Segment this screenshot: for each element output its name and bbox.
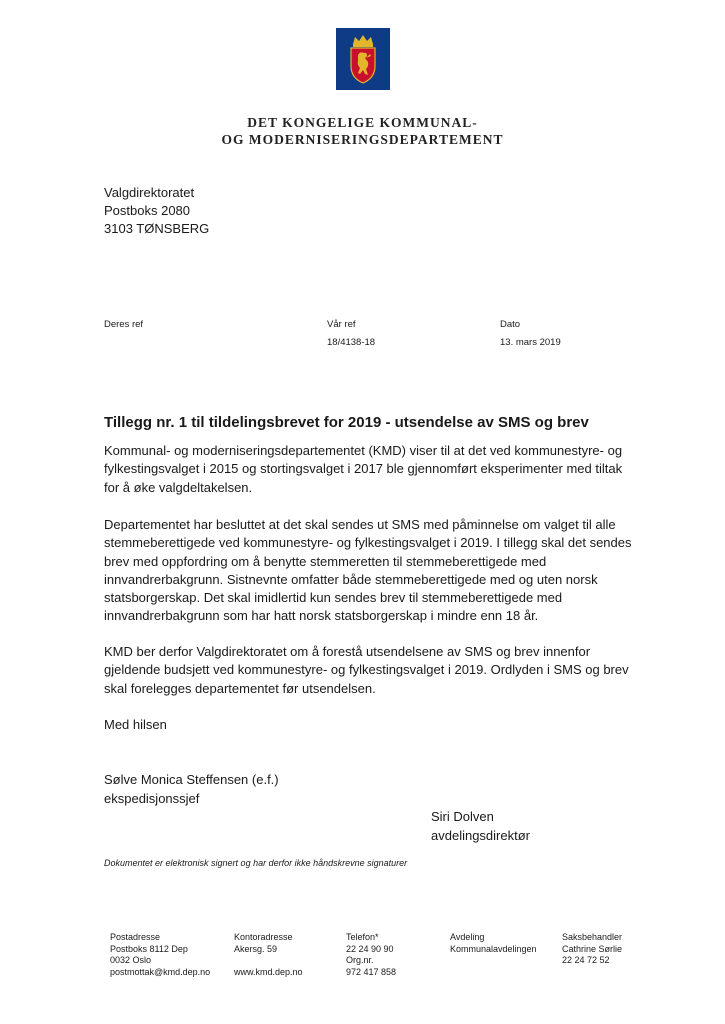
footer-text: 0032 Oslo <box>110 955 152 965</box>
footer-text: 22 24 90 90 <box>346 943 394 954</box>
recipient-address <box>104 184 209 238</box>
paragraph-line: gjeldende budsjett ved kommunestyre- og fylkestingsvalget i 2019. Ordlyden i SMS og brev <box>104 662 629 678</box>
paragraph-line: fylkestingsvalget i 2015 og stortingsvalget i 2017 ble gjennomført eksperimenter med tiltak <box>104 461 623 477</box>
coat-of-arms-icon <box>336 28 390 90</box>
footer-text: Org.nr. <box>346 955 374 965</box>
paragraph-line: innvandrerbakgrunn. Sistnevnte omfatter både stemmeberettigede med og uten norsk <box>104 571 598 587</box>
var-ref-value: 18/4138-18 <box>327 337 376 348</box>
footer-text: Kommunalavdelingen <box>450 943 537 954</box>
footer-text: 972 417 858 <box>346 966 397 977</box>
recipient-city: 3103 TØNSBERG <box>104 221 210 236</box>
paragraph-1 <box>104 442 664 497</box>
logo-text-line1: DET KONGELIGE KOMMUNAL- <box>247 115 478 130</box>
paragraph-line: skal forelegges departementet før utsendelsen. <box>104 680 376 696</box>
footer-heading: Telefon* <box>346 932 379 942</box>
footer-email: postmottak@kmd.dep.no <box>110 966 211 977</box>
paragraph-line: KMD ber derfor Valgdirektoratet om å forestå utsendelsene av SMS og brev innenfor <box>104 644 591 659</box>
letter-title: Tillegg nr. 1 til tildelingsbrevet for 2019 - utsendelse av SMS og brev <box>104 414 589 431</box>
footer-heading: Kontoradresse <box>234 932 293 942</box>
paragraph-line: stemmeberettigede ved kommunestyre- og fylkestingsvalget i 2019. I tillegg skal det sendes <box>104 535 632 551</box>
e-signature-note: Dokumentet er elektronisk signert og har derfor ikke håndskrevne signaturer <box>104 858 408 868</box>
department-logo <box>0 28 725 148</box>
paragraph-3 <box>104 643 664 698</box>
closing-greeting: Med hilsen <box>104 717 167 732</box>
deres-ref-label: Deres ref <box>104 319 144 330</box>
paragraph-line: Kommunal- og moderniseringsdepartementet (KMD) viser til at det ved kommunestyre- og <box>104 443 623 458</box>
footer-text: Cathrine Sørlie <box>562 943 623 954</box>
logo-text-line2: OG MODERNISERINGSDEPARTEMENT <box>221 132 504 147</box>
paragraph-line: brev med oppfordring om å benytte stemmeretten til stemmeberettigede med <box>104 553 547 569</box>
paragraph-line: for å øke valgdeltakelsen. <box>104 479 253 495</box>
date-value: 13. mars 2019 <box>500 337 561 348</box>
signature-right-title: avdelingsdirektør <box>431 827 530 843</box>
footer-heading: Postadresse <box>110 932 161 942</box>
footer-heading: Avdeling <box>450 932 485 942</box>
paragraph-2 <box>104 516 664 626</box>
date-label: Dato <box>500 319 521 330</box>
signature-left-name: Sølve Monica Steffensen (e.f.) <box>104 772 279 787</box>
footer-postal <box>110 932 210 978</box>
footer-website: www.kmd.dep.no <box>234 966 303 977</box>
footer-phone <box>346 932 396 978</box>
footer-text: 22 24 72 52 <box>562 955 610 965</box>
signature-left-title: ekspedisjonssjef <box>104 790 200 806</box>
paragraph-line: innvandrerbakgrunn som har hatt norsk statsborgerskap i mindre enn 18 år. <box>104 608 539 624</box>
signature-right <box>431 808 530 845</box>
footer-heading: Saksbehandler <box>562 932 623 942</box>
recipient-postbox: Postboks 2080 <box>104 203 191 218</box>
var-ref-label: Vår ref <box>327 319 356 330</box>
footer-case-officer <box>562 932 622 967</box>
footer-department <box>450 932 537 955</box>
signature-left <box>104 771 279 808</box>
footer-text <box>234 955 303 967</box>
paragraph-line: Departementet har besluttet at det skal sendes ut SMS med påminnelse om valget til alle <box>104 517 616 532</box>
footer-text: Postboks 8112 Dep <box>110 943 188 954</box>
footer-office <box>234 932 303 978</box>
paragraph-line: statsborgerskap. Det skal imidlertid kun sendes brev til stemmeberettigede med <box>104 590 563 606</box>
recipient-name: Valgdirektoratet <box>104 185 195 200</box>
footer-text: Akersg. 59 <box>234 943 278 954</box>
signature-right-name: Siri Dolven <box>431 809 494 824</box>
